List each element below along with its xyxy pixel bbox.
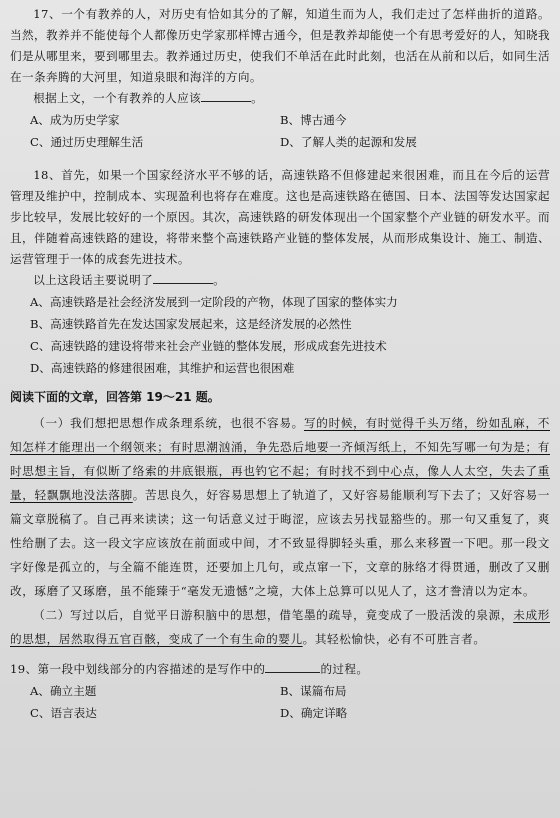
option-b: B、博古通今 [280,113,347,127]
q18-prompt-end: 。 [213,273,226,287]
answer-blank [201,101,251,102]
q18-prompt [10,270,550,291]
passage-paragraph-1 [10,411,550,603]
option-d: D、了解人类的起源和发展 [280,135,417,149]
option-b: B、谋篇布局 [280,684,347,698]
question-18 [10,165,550,379]
q19-stem-text: 19、第一段中划线部分的内容描述的是写作中的 [10,662,266,676]
option-a: A、高速铁路是社会经济发展到一定阶段的产物，体现了国家的整体实力 [30,295,398,309]
p2-rest: 。其轻松愉快，必有不可胜言者。 [302,632,486,646]
question-19 [10,659,550,724]
reading-passage [10,411,550,651]
option-d: D、确定详略 [280,706,348,720]
underlined-text: 未成形的思想，居然取得五官百骸，变成了一个有生命的婴儿 [10,608,550,646]
q18-prompt-text: 以上这段话主要说明了 [33,273,154,287]
q17-prompt-end: 。 [251,91,264,105]
reading-heading: 阅读下面的文章，回答第 19～21 题。 [10,390,220,404]
option-a: A、确立主题 [30,684,97,698]
q19-stem [10,659,550,680]
q19-stem-end: 的过程。 [320,662,369,676]
q17-prompt-text: 根据上文，一个有教养的人应该 [33,91,202,105]
option-c: C、语言表达 [30,706,97,720]
q18-options [10,291,550,379]
answer-blank [153,283,213,284]
option-c: C、高速铁路的建设将带来社会产业链的整体发展，形成成套先进技术 [30,339,387,353]
underlined-text: 写的时候，有时觉得千头万绪，纷如乱麻，不知怎样才能理出一个纲领来；有时思潮汹涌，争先恐后地要一齐倾泻纸上，不知先写哪一句为是；有时思想主旨，有似断了络索的井底银瓶，再也钓它不起；有时找不到中心点，像人人太空，失去了重量，轻飘飘地没法落脚 [10,416,550,502]
q17-options [10,109,550,153]
q19-options [10,680,550,724]
p1-rest: 。苦思良久，好容易思想上了轨道了，又好容易能顺利写下去了；又好容易一篇文章脱稿了。自己再来读读；这一句话意义过于晦涩，应该去另找显豁些的。那一句又重复了，爽性给删了去。这一段文字应该放在前面或中间，才不致显得脚轻头重，那么来移置一下吧。那一段文字好像是孤立的，与全篇不能连贯，还要加上几句，或点窜一下，文章的脉络才得贯通，删改了又删改，琢磨了又琢磨，虽不能臻于“毫发无遗憾”之境，大体上总算可以见人了，这才誊清以为定本。 [10,488,550,598]
q17-stem: 17、一个有教养的人，对历史有恰如其分的了解，知道生而为人，我们走过了怎样曲折的道路。当然，教养并不能使每个人都像历史学家那样博古通今，但是教养却能使一个有思考爱好的人，知晓我们是从哪里来，要到哪里去。教养通过历史，使我们不单活在此时此刻，也活在从前和以后，如同生活在一条奔腾的大河里，知道泉眼和海洋的方向。 [10,7,550,84]
question-17 [10,4,550,153]
passage-paragraph-2 [10,603,550,651]
q17-prompt [10,88,550,109]
option-c: C、通过历史理解生活 [30,135,144,149]
answer-blank [265,672,320,673]
q18-stem: 18、首先，如果一个国家经济水平不够的话，高速铁路不但修建起来很困难，而且在今后的运营管理及维护中，控制成本、实现盈利也将存在难度。这也是高速铁路在德国、日本、法国等发达国家起步比较早，发展比较好的一个原因。其次，高速铁路的研发体现出一个国家整个产业链的研发水平。而且，伴随着高速铁路的建设，将带来整个高速铁路产业链的整体发展，从而形成集设计、施工、制造、运营管理于一体的成套先进技术。 [10,168,550,266]
option-b: B、高速铁路首先在发达国家发展起来，这是经济发展的必然性 [30,317,352,331]
p1-intro: （一）我们想把思想作成条理系统，也很不容易。 [33,416,304,430]
option-d: D、高速铁路的修建很困难，其维护和运营也很困难 [30,361,295,375]
p2-intro: （二）写过以后，自觉平日游积脑中的思想，借笔墨的疏导，竟变成了一股活泼的泉源， [33,608,514,622]
option-a: A、成为历史学家 [30,113,120,127]
